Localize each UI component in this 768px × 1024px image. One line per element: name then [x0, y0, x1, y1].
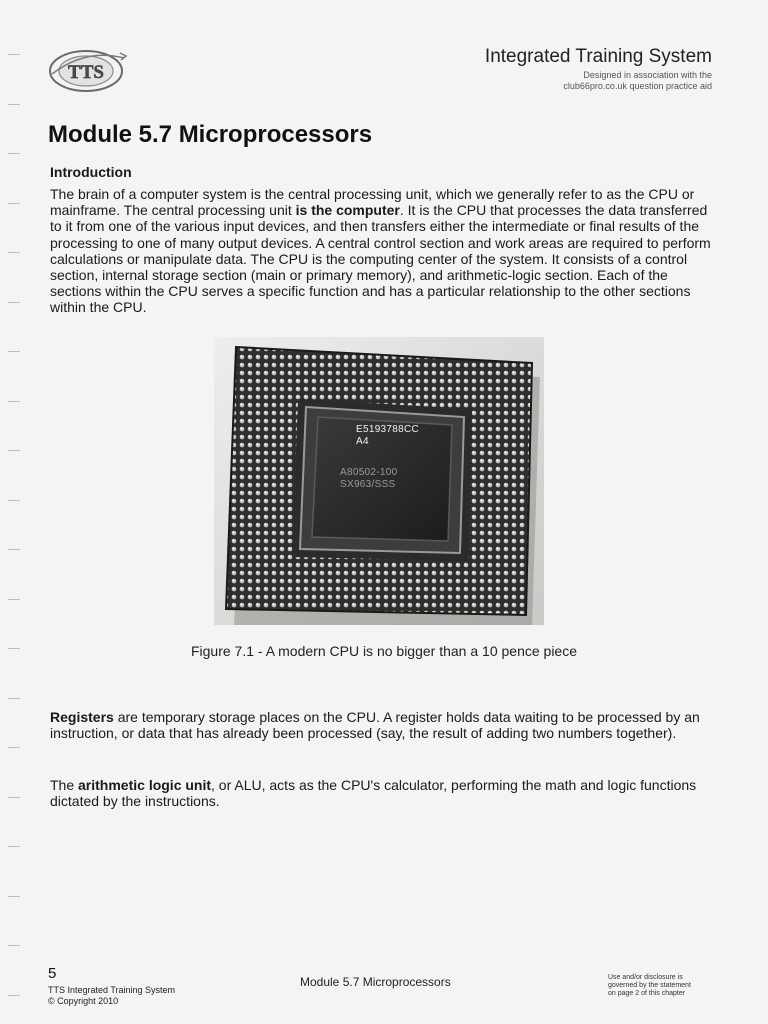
registers-paragraph — [50, 709, 720, 741]
footer-disclaimer-line: on page 2 of this chapter — [608, 990, 686, 997]
alu-paragraph — [50, 777, 720, 809]
registers-text: are temporary storage places on the CPU. A register holds data waiting to be processed by an instruction, or data that has already been processed (say, the result of adding two numbers together). — [50, 709, 700, 742]
chip-marking-line: E5193788CC — [356, 424, 420, 435]
logo-text: TTS — [68, 62, 104, 83]
page-number: 5 — [48, 965, 57, 982]
binder-mark — [8, 797, 20, 798]
tts-logo — [46, 44, 130, 96]
header-subtitle-line: Designed in association with the — [583, 70, 712, 80]
binder-mark — [8, 450, 20, 451]
binder-mark — [8, 153, 20, 154]
binder-mark — [8, 302, 20, 303]
binder-mark — [8, 896, 20, 897]
alu-text: , or ALU, acts as the CPU's calculator, performing the math and logic functions dictated by the instructions. — [50, 777, 697, 810]
footer-left — [48, 985, 175, 1007]
module-title: Module 5.7 Microprocessors — [48, 121, 373, 148]
footer-module-title: Module 5.7 Microprocessors — [300, 975, 451, 989]
binder-mark — [8, 846, 20, 847]
introduction-paragraph — [50, 186, 720, 316]
alu-term: arithmetic logic unit — [78, 777, 212, 793]
chip-marking-line: SX963/SSS — [340, 479, 396, 490]
binder-mark — [8, 252, 20, 253]
cpu-photo — [214, 337, 544, 625]
intro-text: The brain of a computer system is the central processing unit, which we generally refer to as the CPU or mainframe. The central processing unit — [50, 186, 695, 219]
binder-mark — [8, 401, 20, 402]
binder-mark — [8, 747, 20, 748]
binder-mark — [8, 104, 20, 105]
figure-caption: Figure 7.1 - A modern CPU is no bigger than a 10 pence piece — [190, 643, 577, 659]
binder-mark — [8, 500, 20, 501]
binder-mark — [8, 203, 20, 204]
chip-marking-line: A4 — [356, 436, 369, 447]
alu-text: The — [50, 777, 79, 793]
footer-line: © Copyright 2010 — [48, 996, 119, 1006]
binder-mark — [8, 945, 20, 946]
footer-line: TTS Integrated Training System — [48, 985, 176, 995]
binder-mark — [8, 599, 20, 600]
header-subtitle-line: club66pro.co.uk question practice aid — [563, 81, 712, 91]
binder-mark — [8, 351, 20, 352]
binder-mark — [8, 549, 20, 550]
intro-text: . It is the CPU that processes the data transferred to it from one of the various input devices, and then transfers either the intermediate or final results of the processing to one of many output devices. A central control section and work areas are required to perform calculations or manipulate data. The CPU is the computing center of the system. It consists of a control section, internal storage section (main or primary memory), and arithmetic-logic section. Each of the sections within the CPU serves a specific function and has a particular relationship to the other sections within the CPU. — [50, 202, 711, 316]
footer-disclaimer-line: governed by the statement — [608, 982, 691, 989]
chip-marking-line: A80502-100 — [340, 467, 398, 478]
footer-disclaimer-line: Use and/or disclosure is — [608, 974, 683, 981]
registers-term: Registers — [50, 709, 114, 725]
header-subtitle — [563, 70, 712, 92]
binder-mark — [8, 995, 20, 996]
header-title: Integrated Training System — [484, 46, 712, 67]
binder-mark — [8, 54, 20, 55]
binder-mark — [8, 698, 20, 699]
footer-disclaimer — [608, 974, 691, 998]
introduction-heading: Introduction — [50, 164, 132, 180]
intro-emphasis: is the computer — [295, 202, 400, 219]
